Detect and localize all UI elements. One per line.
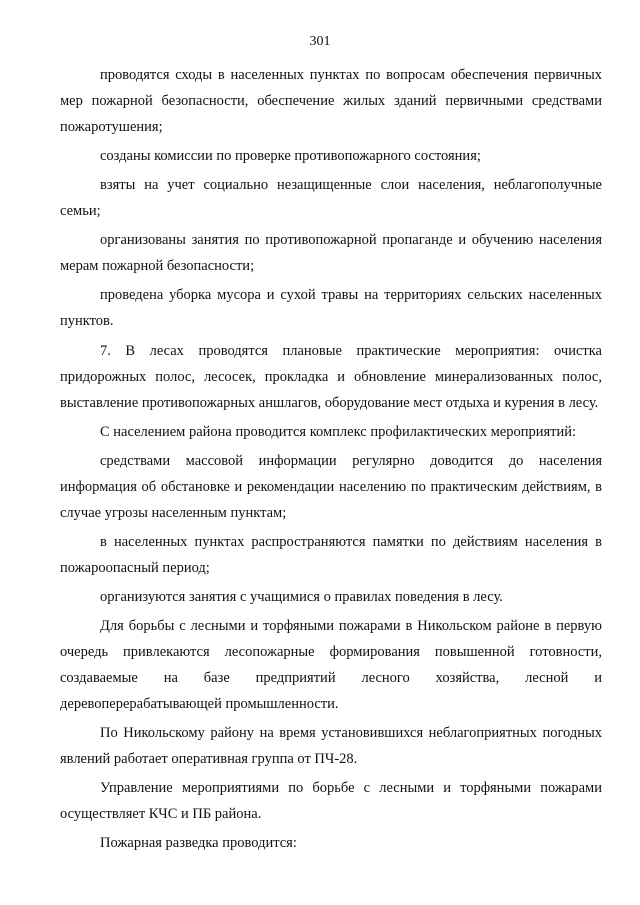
- paragraph-propaganda: организованы занятия по противопожарной пропаганде и обучению населения мерам пожарной безопасности;: [60, 232, 602, 274]
- paragraph-students: организуются занятия с учащимися о правилах поведения в лесу.: [100, 589, 503, 605]
- paragraph-vulnerable-groups: взяты на учет социально незащищенные слои населения, неблагополучные семьи;: [60, 177, 602, 219]
- paragraph-media: средствами массовой информации регулярно доводится до населения информация об обстановке и рекомендации населению по практическим действиям, в случае угрозы населенным пунктам;: [60, 453, 602, 521]
- paragraph-prevention-intro: С населением района проводится комплекс профилактических мероприятий:: [100, 424, 577, 440]
- paragraph-reconnaissance: Пожарная разведка проводится:: [100, 835, 297, 851]
- paragraph-operational-group: По Никольскому району на время установившихся неблагоприятных погодных явлений работает оперативная группа от ПЧ-28.: [60, 725, 602, 767]
- paragraph-cleanup: проведена уборка мусора и сухой травы на территориях сельских населенных пунктов.: [60, 287, 602, 329]
- paragraph-meetings: проводятся сходы в населенных пунктах по вопросам обеспечения первичных мер пожарной безопасности, обеспечение жилых зданий первичными средствами пожаротушения;: [60, 67, 602, 135]
- paragraph-commissions: созданы комиссии по проверке противопожарного состояния;: [100, 148, 481, 164]
- paragraph-firefighting-units: Для борьбы с лесными и торфяными пожарами в Никольском районе в первую очередь привлекаются лесопожарные формирования повышенной готовности, создаваемые на базе предприятий лесного хозяйства, лесной и деревоперерабатывающей промышленности.: [60, 618, 602, 712]
- paragraph-forest-measures: 7. В лесах проводятся плановые практические мероприятия: очистка придорожных полос, лесосек, прокладка и обновление минерализованных полос, выставление противопожарных аншлагов, оборудование мест отдыха и курения в лесу.: [60, 343, 602, 411]
- paragraph-management: Управление мероприятиями по борьбе с лесными и торфяными пожарами осуществляет КЧС и ПБ района.: [60, 780, 602, 822]
- paragraph-leaflets: в населенных пунктах распространяются памятки по действиям населения в пожароопасный период;: [60, 534, 602, 576]
- document-body: [60, 62, 602, 859]
- page-number: 301: [309, 34, 331, 49]
